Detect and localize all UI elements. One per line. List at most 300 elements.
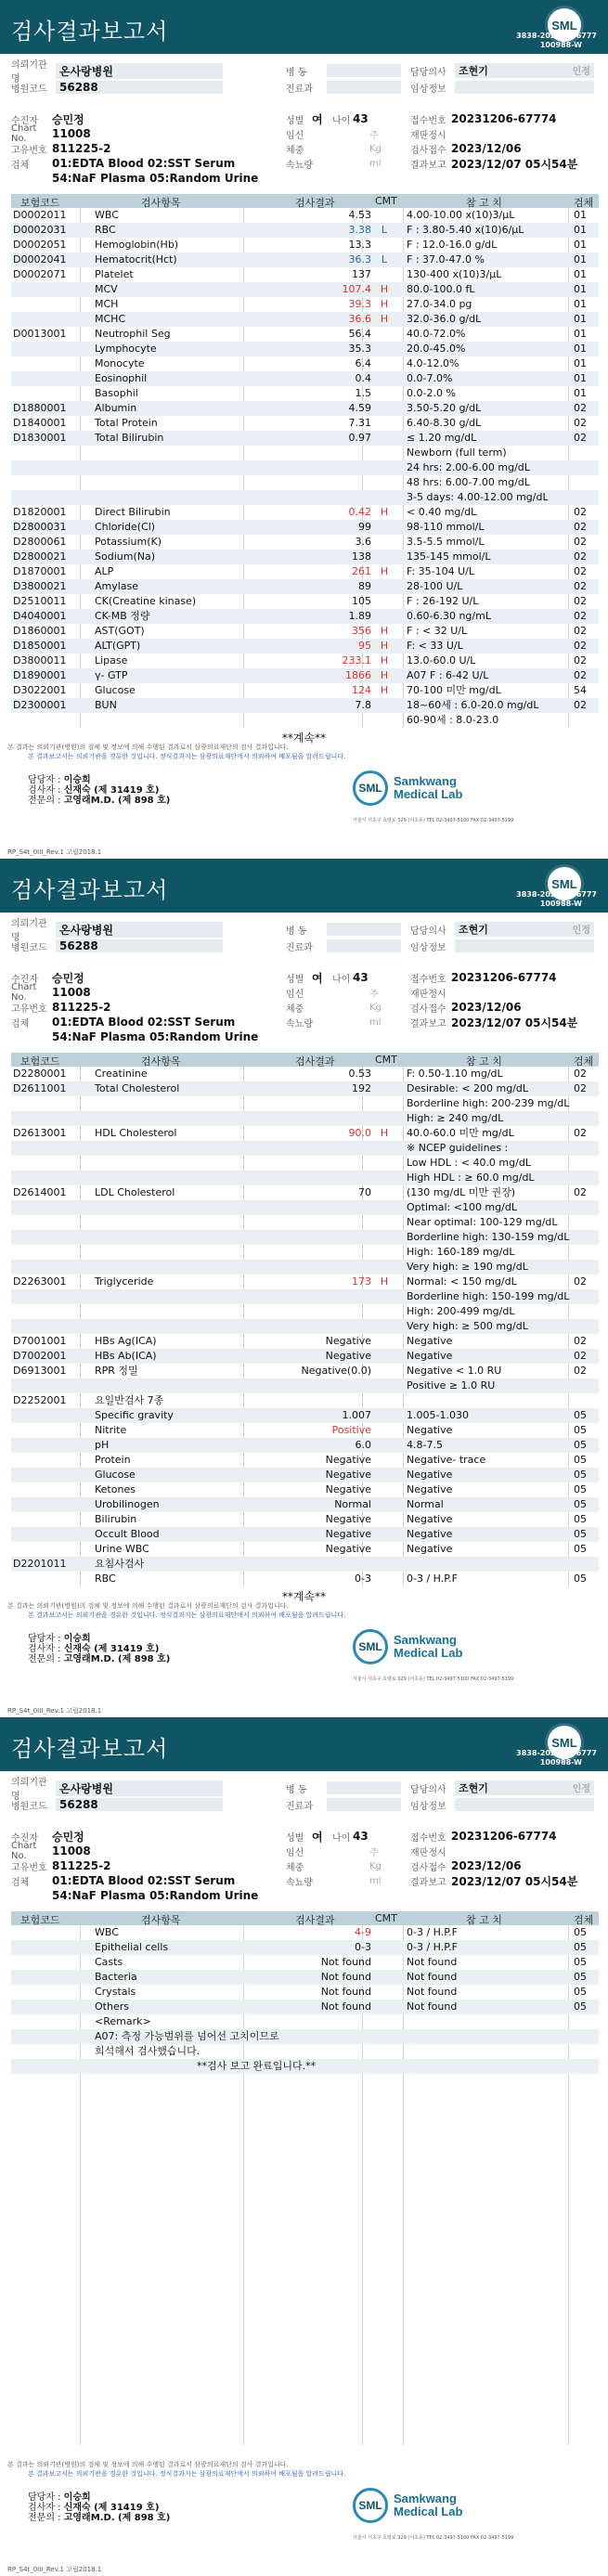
- table-row: [11, 371, 599, 386]
- test-date: 2023/12/06: [451, 1001, 522, 1014]
- cell-ref: F: < 33 U/L: [407, 640, 463, 652]
- cell-ref: Negative: [407, 1483, 453, 1495]
- report-date-label: 결과보고: [410, 1018, 446, 1029]
- table-row: [11, 1557, 599, 1572]
- cell-specimen: 54: [574, 684, 587, 696]
- doc-sub-code: 100988-W: [539, 1758, 582, 1767]
- cell-result: Not found: [320, 1971, 371, 1983]
- table-row: [11, 431, 599, 446]
- cell-ref: 0.0-2.0 %: [407, 387, 456, 399]
- cell-code: D0013001: [13, 328, 67, 340]
- hospital-code-label: 병원코드: [11, 84, 47, 95]
- cell-name: Hemoglobin(Hb): [95, 239, 179, 251]
- cell-result: Not found: [320, 2000, 371, 2013]
- pregnancy-label: 임신: [286, 1847, 304, 1858]
- specimen-label: 검체: [11, 1018, 30, 1029]
- cell-name: RBC: [95, 1573, 116, 1585]
- cell-ref: F : 3.80-5.40 x(10)6/μL: [407, 224, 524, 236]
- cell-flag: H: [380, 506, 389, 518]
- cell-flag: H: [380, 283, 389, 295]
- cell-result: 0-3: [355, 1941, 371, 1953]
- table-row: [11, 1527, 599, 1542]
- col-cmt: CMT: [375, 195, 397, 207]
- sml-mark-icon: SML: [353, 2488, 388, 2523]
- cell-specimen: 02: [574, 1275, 587, 1288]
- lab-logo: [353, 1629, 462, 1664]
- weight-unit: Kg: [369, 143, 382, 154]
- cell-flag: H: [380, 640, 389, 652]
- cell-name: Hematocrit(Hct): [95, 253, 177, 265]
- age: 43: [353, 1830, 369, 1843]
- cell-ref: 1.005-1.030: [407, 1409, 469, 1421]
- cell-name: pH: [95, 1439, 110, 1451]
- report-footer: [0, 2460, 608, 2576]
- cell-specimen: 05: [574, 1573, 587, 1585]
- table-row: [11, 1512, 599, 1527]
- results-table: [11, 1067, 599, 1586]
- report-date: 2023/12/07 05시54분: [451, 1016, 578, 1029]
- doctor-name: 조현기: [459, 65, 488, 77]
- cell-result: 90.0: [348, 1127, 371, 1139]
- cell-name: A07: 측정 가능범위를 넘어선 고치이므로: [95, 2030, 279, 2042]
- cell-specimen: 05: [574, 2000, 587, 2013]
- cell-ref: 3-5 days: 4.00-12.00 mg/dL: [407, 491, 549, 503]
- cell-result: Negative: [325, 1335, 371, 1347]
- cell-flag: H: [380, 625, 389, 637]
- cell-result: Negative: [325, 1543, 371, 1555]
- cell-code: D2201011: [13, 1558, 67, 1570]
- table-row: [11, 1955, 599, 1970]
- cell-ref: 0-3 / H.P.F: [407, 1573, 458, 1585]
- col-result: 검사결과: [295, 197, 335, 209]
- cell-name: CK-MB 정량: [95, 610, 150, 622]
- cell-name: Total Bilirubin: [95, 432, 164, 444]
- cell-ref: 70-100 미만 mg/dL: [407, 684, 501, 696]
- gender: 여: [312, 112, 323, 126]
- table-row: [11, 1334, 599, 1349]
- table-row: [11, 2044, 599, 2059]
- patient-name: 승민정: [52, 971, 84, 985]
- cell-ref: 18~60세 : 6.0-20.0 mg/dL: [407, 699, 539, 711]
- registration-no: 811225-2: [52, 1859, 111, 1872]
- rejudge-label: 재판정시: [410, 1847, 446, 1858]
- cell-ref: F : 37.0-47.0 %: [407, 253, 485, 265]
- cell-result: 356: [352, 625, 371, 637]
- report-header: [0, 0, 608, 54]
- report-date: 2023/12/07 05시54분: [451, 157, 578, 171]
- hospital-code: 56288: [56, 939, 223, 952]
- cell-name: Potassium(K): [95, 536, 162, 548]
- test-date: 2023/12/06: [451, 1859, 522, 1872]
- cell-result: 39.3: [348, 298, 371, 310]
- cell-ref: Desirable: < 200 mg/dL: [407, 1082, 529, 1094]
- cell-specimen: 01: [574, 298, 587, 310]
- signers: [28, 2492, 170, 2523]
- doctor-name: 조현기: [459, 1782, 488, 1794]
- table-row: [11, 1319, 599, 1334]
- table-row: [11, 2029, 599, 2044]
- cell-result: 7.8: [355, 699, 371, 711]
- cell-code: D7002001: [13, 1350, 67, 1362]
- cell-code: D0002051: [13, 239, 67, 251]
- chart-label: Chart No.: [11, 982, 37, 1003]
- table-row: [11, 564, 599, 579]
- report-page: [0, 1717, 608, 2576]
- cell-name: HBs Ab(ICA): [95, 1350, 157, 1362]
- patient-label: 수진자: [11, 1832, 38, 1844]
- cell-name: Albumin: [95, 402, 137, 414]
- weight-label: 체중: [286, 145, 304, 156]
- cell-code: D3022001: [13, 684, 67, 696]
- cell-ref: High HDL : ≥ 60.0 mg/dL: [407, 1171, 535, 1184]
- signer-specialist: 전문의 : 고영래M.D. (제 898 호): [28, 1654, 171, 1664]
- table-row: [11, 1111, 599, 1126]
- lab-name-2: Medical Lab: [394, 787, 463, 801]
- cell-result: Negative: [325, 1350, 371, 1362]
- table-row: [11, 505, 599, 520]
- cell-result: 35.3: [348, 343, 371, 355]
- cell-ref: 4.8-7.5: [407, 1439, 443, 1451]
- cell-result: 137: [352, 268, 371, 280]
- cell-specimen: 05: [574, 1439, 587, 1451]
- table-row: [11, 401, 599, 416]
- lab-name-2: Medical Lab: [394, 2505, 463, 2518]
- cell-specimen: 05: [574, 1469, 587, 1481]
- cell-name: MCHC: [95, 313, 126, 325]
- cell-ref: Not found: [407, 1956, 458, 1968]
- report-page: [0, 0, 608, 859]
- cell-result: **검사 보고 완료입니다.**: [197, 2060, 317, 2072]
- dept-label: 진료과: [286, 942, 313, 953]
- table-row: [11, 2014, 599, 2029]
- col-name: 검사항목: [141, 197, 181, 209]
- clinical-info-value: [455, 939, 594, 952]
- cell-ref: Optimal: <100 mg/dL: [407, 1201, 517, 1213]
- clinical-info-label: 임상정보: [410, 1801, 446, 1812]
- cell-ref: Negative: [407, 1513, 453, 1525]
- hospital-code-label: 병원코드: [11, 1801, 47, 1812]
- table-header: [11, 1053, 599, 1067]
- chart-no: 11008: [52, 127, 91, 140]
- cell-ref: Normal: [407, 1498, 444, 1510]
- cell-ref: 135-145 mmol/L: [407, 550, 491, 563]
- cell-name: RPR 정밀: [95, 1365, 138, 1377]
- cell-ref: Normal: < 150 mg/dL: [407, 1275, 517, 1288]
- age-label: 나이: [332, 974, 351, 985]
- cell-code: D1890001: [13, 669, 67, 681]
- table-row: [11, 238, 599, 252]
- signers: [28, 775, 170, 806]
- doctor-stamp: 인정: [572, 1784, 590, 1794]
- cell-specimen: 05: [574, 1409, 587, 1421]
- cell-result: Negative: [325, 1513, 371, 1525]
- col-cmt: CMT: [375, 1912, 397, 1924]
- cell-name: LDL Cholesterol: [95, 1186, 175, 1198]
- cell-name: Lipase: [95, 654, 128, 667]
- cell-ref: F: 0.50-1.10 mg/dL: [407, 1068, 503, 1080]
- cell-result: 124: [352, 684, 371, 696]
- lab-name-2: Medical Lab: [394, 1646, 463, 1660]
- report-footer: [0, 743, 608, 859]
- report-date: 2023/12/07 05시54분: [451, 1874, 578, 1888]
- hospital-name: 온사랑병원: [56, 63, 223, 79]
- cell-specimen: 05: [574, 1528, 587, 1540]
- doctor-name: 조현기: [459, 924, 488, 936]
- cell-ref: 28-100 U/L: [407, 580, 463, 592]
- lab-name-1: Samkwang: [394, 774, 457, 788]
- cell-name: Casts: [95, 1956, 123, 1968]
- clinical-info-value: [455, 1798, 594, 1811]
- cell-flag: H: [380, 1127, 389, 1139]
- table-row: [11, 1171, 599, 1185]
- cell-ref: 3.5-5.5 mmol/L: [407, 536, 485, 548]
- signer-tester: 검사자 : 신재숙 (제 31419 호): [28, 785, 160, 796]
- cell-result: Normal: [334, 1498, 371, 1510]
- registration-no: 811225-2: [52, 142, 111, 155]
- table-row: [11, 1230, 599, 1245]
- doctor-stamp: 인정: [572, 67, 590, 77]
- cell-name: Urine WBC: [95, 1543, 149, 1555]
- urine-unit: ml: [369, 1016, 382, 1028]
- cell-code: D2280001: [13, 1068, 67, 1080]
- weight-label: 체중: [286, 1003, 304, 1015]
- pregnancy-label: 임신: [286, 989, 304, 1000]
- test-date: 2023/12/06: [451, 142, 522, 155]
- cell-specimen: 01: [574, 239, 587, 251]
- cell-result: 36.3: [348, 253, 371, 265]
- cell-specimen: 01: [574, 209, 587, 221]
- cell-code: D2263001: [13, 1275, 67, 1288]
- cell-result: 3.38: [348, 224, 371, 236]
- sml-mark-icon: SML: [353, 1629, 388, 1664]
- cell-code: D1870001: [13, 565, 67, 577]
- table-row: [11, 1379, 599, 1393]
- signer-specialist: 전문의 : 고영래M.D. (제 898 호): [28, 796, 171, 806]
- table-row: [11, 1468, 599, 1482]
- chart-label: Chart No.: [11, 123, 37, 144]
- cell-result: 95: [358, 640, 371, 652]
- cell-result: 192: [352, 1082, 371, 1094]
- table-row: [11, 1245, 599, 1260]
- pregnancy-unit: 주: [369, 130, 379, 141]
- registration-label: 고유번호: [11, 1862, 47, 1873]
- cell-result: Negative: [325, 1483, 371, 1495]
- cell-ref: F : 26-192 U/L: [407, 595, 479, 607]
- table-row: [11, 342, 599, 356]
- cell-result: 70: [358, 1186, 371, 1198]
- cell-specimen: 02: [574, 536, 587, 548]
- table-row: [11, 223, 599, 238]
- cell-specimen: 05: [574, 1483, 587, 1495]
- cell-name: Occult Blood: [95, 1528, 160, 1540]
- cell-name: Creatinine: [95, 1068, 148, 1080]
- signer-staff: 담당자 : 이승희: [28, 2492, 91, 2503]
- col-result: 검사결과: [295, 1055, 335, 1068]
- col-code: 보험코드: [20, 1055, 60, 1068]
- cell-name: 희석해서 검사했습니다.: [95, 2045, 201, 2057]
- receipt-no: 20231206-67774: [451, 112, 557, 125]
- cell-name: Protein: [95, 1454, 131, 1466]
- table-row: [11, 579, 599, 594]
- cell-ref: 6.40-8.30 g/dL: [407, 417, 482, 429]
- cell-name: HBs Ag(ICA): [95, 1335, 157, 1347]
- cell-code: D2800061: [13, 536, 67, 548]
- cell-flag: H: [380, 684, 389, 696]
- cell-flag: H: [380, 1275, 389, 1288]
- table-row: [11, 1349, 599, 1364]
- cell-ref: 40.0-72.0%: [407, 328, 466, 340]
- cell-ref: Negative < 1.0 RU: [407, 1365, 502, 1377]
- table-row: [11, 1275, 599, 1289]
- cell-result: 6.4: [355, 357, 371, 369]
- ward-label: 병 동: [286, 926, 307, 937]
- cell-name: Glucose: [95, 684, 136, 696]
- cell-name: 요침사검사: [95, 1558, 145, 1570]
- report-title: 검사결과보고서: [11, 19, 169, 45]
- patient-name: 승민정: [52, 112, 84, 126]
- table-row: [11, 1438, 599, 1453]
- cell-code: D2300001: [13, 699, 67, 711]
- cell-ref: 130-400 x(10)3/μL: [407, 268, 502, 280]
- hospital-code: 56288: [56, 1798, 223, 1811]
- urine-label: 속뇨량: [286, 1018, 313, 1029]
- form-number: RP_S4t_0III_Rev.1 고립2018.1: [7, 1707, 102, 1715]
- col-unit: 검체: [574, 1055, 594, 1068]
- cell-specimen: 05: [574, 1956, 587, 1968]
- cell-result: 105: [352, 595, 371, 607]
- cell-name: CK(Creatine kinase): [95, 595, 197, 607]
- cell-specimen: 01: [574, 224, 587, 236]
- cell-specimen: 01: [574, 283, 587, 295]
- cell-result: Negative: [325, 1528, 371, 1540]
- col-name: 검사항목: [141, 1055, 181, 1068]
- table-row: [11, 1482, 599, 1497]
- cell-specimen: 05: [574, 1454, 587, 1466]
- weight-unit: Kg: [369, 1002, 382, 1013]
- cell-specimen: 05: [574, 1543, 587, 1555]
- table-row: [11, 446, 599, 460]
- specimen-types-2: 54:NaF Plasma 05:Random Urine: [52, 172, 259, 185]
- cell-code: D3800021: [13, 580, 67, 592]
- cell-specimen: 02: [574, 595, 587, 607]
- cell-specimen: 02: [574, 1365, 587, 1377]
- cell-result: 3.6: [355, 536, 371, 548]
- table-row: [11, 1185, 599, 1200]
- cell-flag: H: [380, 669, 389, 681]
- cell-result: Not found: [320, 1986, 371, 1998]
- footer-note-2: 본 결과보고서는 의뢰기관을 경유한 것입니다. 정식결과지는 삼광의료재단에서 의뢰하여 배포됨을 알려드립니다.: [28, 753, 346, 760]
- ward-value: [327, 64, 401, 77]
- table-row: [11, 639, 599, 654]
- cell-result: Negative(0.0): [301, 1365, 371, 1377]
- cell-specimen: 05: [574, 1513, 587, 1525]
- cell-code: D0002031: [13, 224, 67, 236]
- age: 43: [353, 971, 369, 984]
- hospital-label: 의뢰기관명: [11, 60, 47, 84]
- report-title: 검사결과보고서: [11, 877, 169, 903]
- cell-ref: Borderline high: 130-159 mg/dL: [407, 1231, 570, 1243]
- gender-label: 성별: [286, 115, 304, 126]
- hospital-code-label: 병원코드: [11, 942, 47, 953]
- table-row: [11, 490, 599, 505]
- signer-staff: 담당자 : 이승희: [28, 775, 91, 785]
- cell-result: 0.42: [348, 506, 371, 518]
- table-row: [11, 475, 599, 490]
- cell-name: Sodium(Na): [95, 550, 155, 563]
- cell-code: D3800011: [13, 654, 67, 667]
- cell-specimen: 02: [574, 521, 587, 533]
- cell-ref: < 0.40 mg/dL: [407, 506, 477, 518]
- cell-flag: H: [380, 298, 389, 310]
- receipt-label: 접수번호: [410, 115, 446, 126]
- table-row: [11, 1393, 599, 1408]
- cell-code: D2800021: [13, 550, 67, 563]
- cell-result: 4.59: [348, 402, 371, 414]
- cell-name: Direct Bilirubin: [95, 506, 171, 518]
- dept-value: [327, 81, 401, 94]
- cell-ref: 13.0-60.0 U/L: [407, 654, 476, 667]
- cell-name: Monocyte: [95, 357, 145, 369]
- urine-label: 속뇨량: [286, 1877, 313, 1888]
- lab-address: 서울시 서초구 효령로 329 (서초동) TEL 02-3497-5100 FAX 02-3497-5199: [353, 818, 514, 823]
- cell-code: D1840001: [13, 417, 67, 429]
- cell-ref: 0.0-7.0%: [407, 372, 453, 384]
- cell-code: D7001001: [13, 1335, 67, 1347]
- weight-unit: Kg: [369, 1860, 382, 1871]
- gender: 여: [312, 971, 323, 985]
- cell-ref: 80.0-100.0 fL: [407, 283, 475, 295]
- cell-code: D1860001: [13, 625, 67, 637]
- cell-ref: 0-3 / H.P.F: [407, 1941, 458, 1953]
- age-label: 나이: [332, 115, 351, 126]
- cell-ref: 4.00-10.00 x(10)3/μL: [407, 209, 515, 221]
- table-row: [11, 1925, 599, 1940]
- table-row: [11, 654, 599, 668]
- hospital-name: 온사랑병원: [56, 1780, 223, 1796]
- table-row: [11, 1081, 599, 1096]
- ward-value: [327, 1781, 401, 1794]
- cell-result: 0.4: [355, 372, 371, 384]
- clinical-info-label: 임상정보: [410, 84, 446, 95]
- cell-ref: 0.60-6.30 ng/mL: [407, 610, 491, 622]
- cell-ref: Very high: ≥ 190 mg/dL: [407, 1261, 528, 1273]
- cell-specimen: 02: [574, 550, 587, 563]
- doc-code: 3838-20231206777: [516, 890, 597, 899]
- table-row: [11, 594, 599, 609]
- lab-name-1: Samkwang: [394, 2492, 457, 2505]
- cell-ref: Borderline high: 150-199 mg/dL: [407, 1290, 570, 1302]
- specimen-types: 01:EDTA Blood 02:SST Serum: [52, 1874, 236, 1887]
- cell-name: WBC: [95, 209, 119, 221]
- cell-name: Neutrophil Seg: [95, 328, 171, 340]
- registration-label: 고유번호: [11, 145, 47, 156]
- table-row: [11, 2059, 599, 2074]
- cell-result: 6.0: [355, 1439, 371, 1451]
- table-row: [11, 1200, 599, 1215]
- cell-result: 261: [352, 565, 371, 577]
- doctor-box: [455, 1780, 594, 1795]
- dept-value: [327, 1798, 401, 1811]
- table-row: [11, 1940, 599, 1955]
- cell-result: Not found: [320, 1956, 371, 1968]
- dept-label: 진료과: [286, 84, 313, 95]
- cell-ref: Negative: [407, 1350, 453, 1362]
- cell-result: 0.53: [348, 1068, 371, 1080]
- cell-ref: Near optimal: 100-129 mg/dL: [407, 1216, 558, 1228]
- table-row: [11, 698, 599, 713]
- table-row: [11, 535, 599, 550]
- table-row: [11, 624, 599, 639]
